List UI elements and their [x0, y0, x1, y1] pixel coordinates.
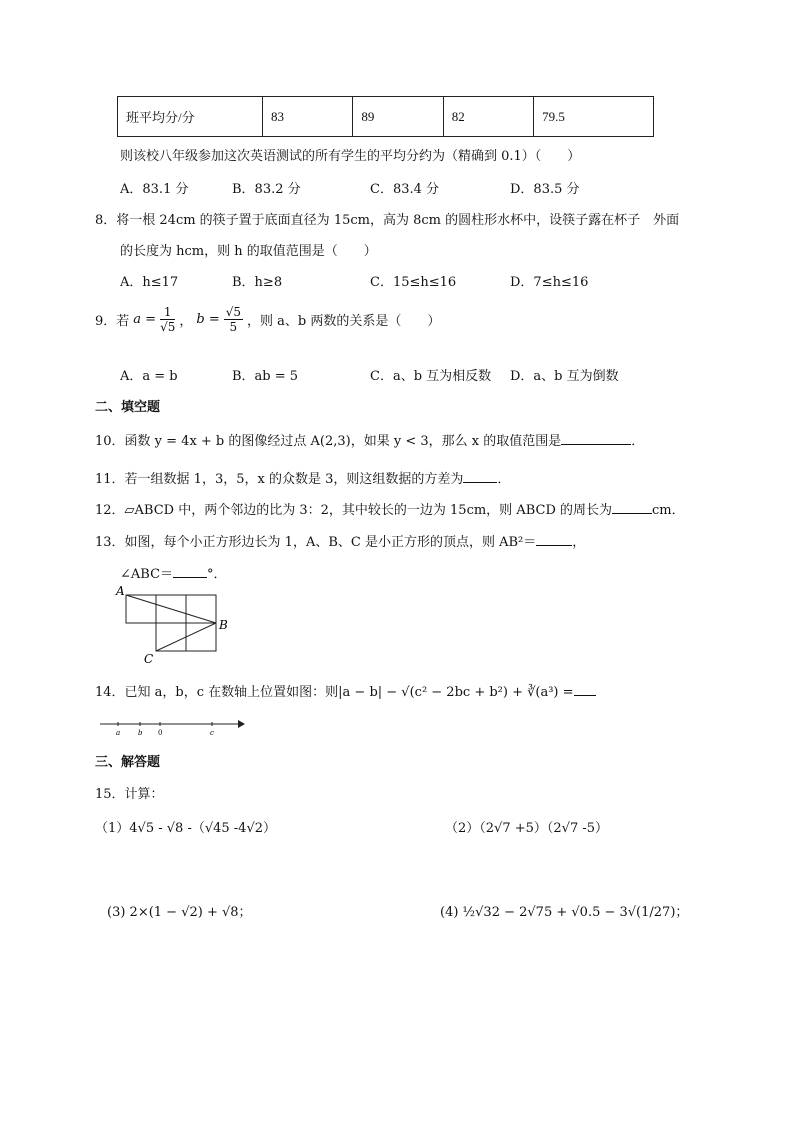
q10-answer-blank[interactable] — [561, 432, 631, 445]
q7-option-c: C．83.4 分 — [370, 182, 440, 197]
arrow-icon — [238, 720, 245, 728]
grid-square — [156, 623, 186, 651]
number-line — [100, 716, 245, 738]
q11-text: 11．若一组数据 1，3，5，x 的众数是 3，则这组数据的方差为 — [95, 472, 464, 487]
label-c: C — [144, 652, 154, 666]
q9-option-d: D．a、b 互为倒数 — [510, 369, 619, 384]
q15-part1: （1）4√5 - √8 -（√45 -4√2） — [95, 821, 277, 836]
grid-square — [186, 623, 216, 651]
q12-answer-blank[interactable] — [612, 501, 652, 514]
q9-b-eq: b = — [196, 312, 220, 327]
q11-answer-blank[interactable] — [463, 470, 497, 483]
q13-ab-blank[interactable] — [536, 533, 572, 546]
q13-line2 — [120, 563, 227, 582]
section-solve-title: 三、解答题 — [95, 755, 161, 770]
q15-part4: (4) ½√32 − 2√75 + √0.5 − 3√(1/27)； — [440, 905, 689, 920]
numberline-label-b: b — [138, 729, 143, 737]
q8-option-d: D．7≤h≤16 — [510, 275, 589, 290]
q10: 10．函数 y = 4x + b 的图像经过点 A(2,3)，如果 y < 3，那么 x 的取值范围是 ． — [95, 434, 645, 449]
q12-unit: cm． — [652, 503, 685, 518]
score-table — [117, 96, 654, 137]
q9-a-eq: a = — [133, 312, 157, 327]
fraction-a-numerator: 1 — [160, 305, 175, 320]
fraction-b — [224, 305, 243, 334]
q13-text: 13．如图，每个小正方形边长为 1，A、B、C 是小正方形的顶点，则 AB²＝ — [95, 535, 537, 550]
fraction-b-denominator: 5 — [229, 320, 238, 334]
q11: 11．若一组数据 1，3，5，x 的众数是 3，则这组数据的方差为 ． — [95, 472, 511, 487]
q7-option-a: A．83.1 分 — [120, 182, 189, 197]
q7-option-b: B．83.2 分 — [232, 182, 301, 197]
q14-text: 14．已知 a，b，c 在数轴上位置如图：则|a − b| − √(c² − 2bc + b²) + ∛(a³) = — [95, 685, 574, 700]
grid-square — [126, 623, 156, 651]
fraction-b-numerator: √5 — [225, 305, 241, 319]
q7-option-d: D．83.5 分 — [510, 182, 580, 197]
q9-prefix: 9．若 — [95, 314, 130, 329]
numberline-label-c: c — [210, 729, 214, 737]
table-cell: 79.5 — [534, 97, 654, 137]
q9-option-c: C．a、b 互为相反数 — [370, 369, 492, 384]
section-fill-in-title: 二、填空题 — [95, 400, 161, 415]
q9-suffix: ，则 a、b 两数的关系是（ ） — [247, 314, 441, 329]
q15-part2: （2）（2√7 +5）（2√7 -5） — [445, 821, 609, 836]
table-cell: 82 — [443, 97, 533, 137]
q14 — [95, 681, 596, 700]
q9-option-a: A．a = b — [120, 369, 178, 384]
q8-option-a: A．h≤17 — [120, 275, 179, 290]
q14-answer-blank[interactable] — [574, 683, 596, 696]
q10-text: 10．函数 y = 4x + b 的图像经过点 A(2,3)，如果 y < 3，那么 x 的取值范围是 — [95, 434, 562, 449]
segment-ab — [126, 595, 216, 623]
grid-figure — [112, 583, 232, 667]
fraction-a — [160, 305, 175, 334]
q13-angle-label: ∠ABC＝ — [120, 567, 174, 582]
label-b: B — [219, 618, 228, 632]
table-cell-label: 班平均分/分 — [118, 97, 263, 137]
table-row — [118, 97, 654, 137]
q15-part3: (3) 2×(1 − √2) + √8； — [107, 905, 252, 920]
q9-stem: 9．若 a = $\frac{1}{√5}$ ， b = $\frac{√5}{5}$ ，则 a、b 两数的关系是（ ） — [95, 305, 441, 334]
table-cell: 83 — [263, 97, 353, 137]
q12 — [95, 499, 685, 518]
q8-line1: 8．将一根 24cm 的筷子置于底面直径为 15cm，高为 8cm 的圆柱形水杯中，设筷子露在杯子 外面 — [95, 213, 680, 228]
fraction-a-denominator: √5 — [160, 320, 176, 334]
q8-option-b: B．h≥8 — [232, 275, 283, 290]
q9-option-b: B．ab = 5 — [232, 369, 299, 384]
q15-title: 15．计算： — [95, 787, 164, 802]
q13-angle-blank[interactable] — [173, 565, 207, 578]
label-a: A — [116, 584, 125, 598]
numberline-label-0: 0 — [158, 729, 163, 737]
q12-text: 12．▱ABCD 中，两个邻边的比为 3：2，其中较长的一边为 15cm，则 ABCD 的周长为 — [95, 503, 612, 518]
q13-degree: °． — [207, 567, 227, 582]
table-cell: 89 — [353, 97, 443, 137]
numberline-label-a: a — [116, 729, 121, 737]
q7-stem: 则该校八年级参加这次英语测试的所有学生的平均分约为（精确到 0.1）（ ） — [120, 149, 581, 164]
q8-line2: 的长度为 hcm，则 h 的取值范围是（ ） — [120, 244, 377, 259]
q13-line1: 13．如图，每个小正方形边长为 1，A、B、C 是小正方形的顶点，则 AB²＝ ， — [95, 535, 586, 550]
q8-option-c: C．15≤h≤16 — [370, 275, 457, 290]
